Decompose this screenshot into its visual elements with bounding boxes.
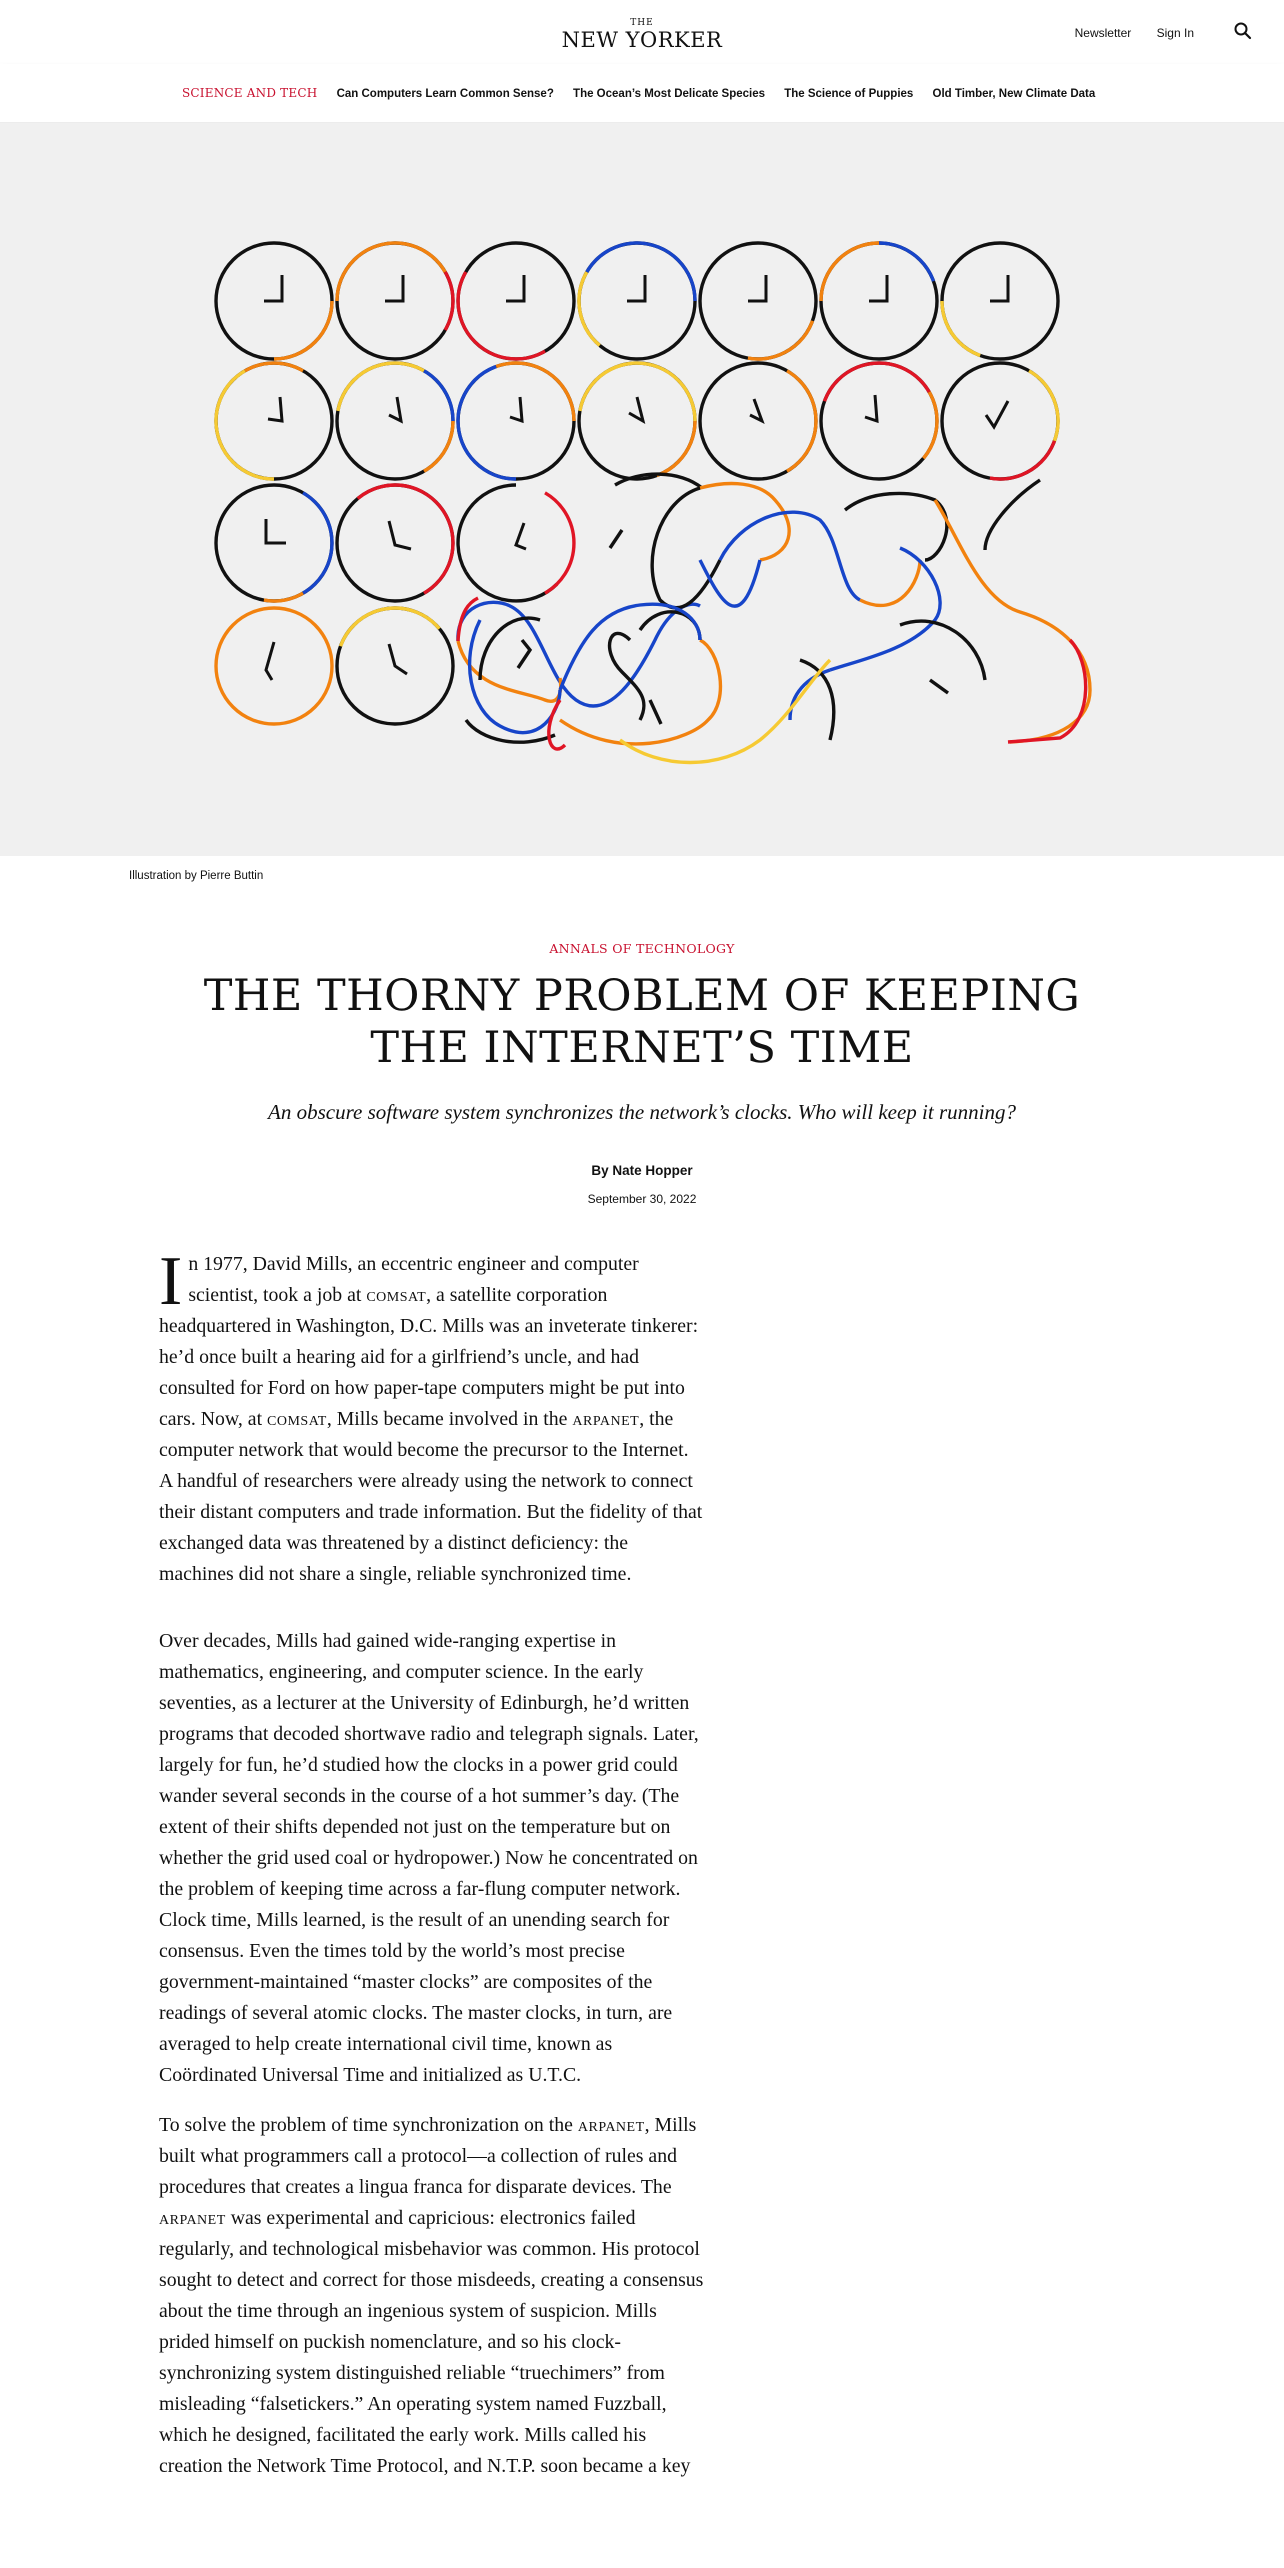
byline	[0, 1163, 1284, 1178]
clock-arc	[458, 367, 516, 480]
publish-date: September 30, 2022	[587, 1192, 697, 1206]
clock-arc	[245, 363, 303, 371]
account-nav	[1053, 26, 1194, 40]
clock-arc	[216, 371, 274, 479]
headline-line-2: THE INTERNET’S TIME	[370, 1023, 914, 1073]
clock-arc	[657, 421, 695, 476]
clock-arc	[748, 321, 813, 359]
section-label[interactable]: SCIENCE AND TECH	[182, 86, 318, 100]
clock-arc	[825, 363, 930, 401]
wave-line	[652, 488, 720, 608]
clock-hands	[748, 275, 766, 301]
clock-arc	[923, 392, 937, 458]
clock-hands	[986, 401, 1008, 427]
wave-line	[860, 560, 920, 605]
drop-cap: I	[159, 1243, 183, 1320]
clock-arc	[458, 485, 516, 572]
wave-line	[560, 604, 700, 690]
wave-line	[1008, 640, 1086, 742]
clock-arc	[358, 485, 424, 499]
clock-arc	[341, 608, 440, 646]
article-body	[159, 1243, 704, 2482]
logo-the: THE	[630, 18, 654, 28]
clock-arc	[466, 572, 557, 601]
clock-arc	[445, 272, 453, 330]
clock-hands	[627, 275, 645, 301]
text-run: n 1977, David Mills, an eccentric engineer and computer scientist, took a job at	[188, 1253, 639, 1306]
section-link[interactable]: The Ocean’s Most Delicate Species	[573, 88, 766, 100]
clock-arc	[990, 441, 1055, 479]
clock-arc	[458, 272, 545, 359]
clock-arc	[496, 363, 574, 421]
clock-hands	[750, 399, 762, 421]
section-link[interactable]: Can Computers Learn Common Sense?	[336, 88, 554, 100]
hero-illustration	[0, 123, 1284, 856]
arpanet-smallcaps: arpanet	[577, 2114, 645, 2136]
wave-line	[930, 680, 948, 693]
clock-hands	[865, 395, 877, 421]
wave-line	[458, 602, 700, 706]
search-icon[interactable]	[1233, 21, 1253, 41]
clock-arc	[424, 371, 453, 421]
text-run: , the computer network that would become the precursor to the Internet. A handful of researchers were already using the network to connect their distant computers and trade information. But the fidelity of that exchanged data was threatened by a distinct deficiency: the machines did not share a single, reliable synchronized time.	[159, 1408, 703, 1585]
wave-line	[518, 640, 530, 668]
wave-line	[900, 621, 985, 680]
clock-arc	[337, 243, 445, 301]
clock-hands	[510, 397, 522, 421]
clock-hands	[389, 644, 407, 674]
clock-hands	[506, 275, 524, 301]
paragraph-1	[159, 1243, 704, 1590]
clock-hands	[389, 397, 401, 421]
section-link[interactable]: The Science of Puppies	[784, 88, 914, 100]
dek: An obscure software system synchronizes the network’s clocks. Who will keep it running?	[268, 1100, 1016, 1124]
text-run: , Mills became involved in the	[326, 1408, 573, 1430]
arpanet-smallcaps: arpanet	[572, 1408, 640, 1430]
illustration-credit: Illustration by Pierre Buttin	[129, 870, 264, 882]
wave-line	[830, 548, 940, 670]
clock-arc	[1029, 371, 1058, 441]
text-run: To solve the problem of time synchronization on the	[159, 2114, 578, 2136]
wave-line	[620, 660, 830, 763]
clock-arc	[424, 493, 453, 593]
wave-line	[845, 493, 947, 560]
clock-hands	[266, 642, 274, 680]
wave-line	[610, 633, 644, 720]
clock-arc	[579, 272, 600, 345]
comsat-smallcaps: comsat	[366, 1284, 427, 1306]
section-nav	[0, 64, 1284, 123]
clocks-illustration	[0, 123, 1284, 856]
clock-arc	[545, 493, 574, 593]
clock-ring	[216, 608, 332, 724]
clock-hands	[990, 275, 1008, 301]
wave-line	[700, 484, 789, 560]
top-bar	[0, 0, 1284, 65]
wave-line	[935, 500, 1090, 742]
wave-line	[985, 480, 1040, 550]
paragraph-3	[159, 2110, 704, 2482]
clock-arc	[587, 243, 695, 301]
clock-hands	[389, 521, 411, 549]
text-run: , a satellite corporation headquartered in Washington, D.C. Mills was an inveterate tinkerer: he’d once built a hearing aid for a girlfriend’s uncle, and had consulted for Ford on how paper-tape computers might be put into cars. Now, at	[159, 1284, 699, 1430]
clock-arc	[580, 363, 695, 421]
text-run: was experimental and capricious: electronics failed regularly, and technological misbehavior was common. His protocol sought to detect and correct for those misdeeds, creating a consensus about the time through an ingenious system of suspicion. Mills prided himself on puckish nomenclature, and so his clock-synchronizing system distinguished reliable “truechimers” from misleading “falsetickers.” An operating system named Fuzzball, which he designed, facilitated the early work. Mills called his creation the Network Time Protocol, and N.T.P. soon became a key	[159, 2207, 704, 2477]
wave-line	[549, 700, 565, 749]
newsletter-link[interactable]: Newsletter	[1074, 26, 1132, 40]
clock-arc	[264, 593, 303, 601]
clock-hands	[264, 275, 282, 301]
headline-line-1: THE THORNY PROBLEM OF KEEPING	[203, 971, 1081, 1021]
clock-arc	[274, 301, 332, 359]
comsat-smallcaps: comsat	[267, 1408, 327, 1430]
text-run: , Mills built what programmers call a protocol—a collection of rules and procedures that creates a lingua franca for disparate devices. The	[159, 2114, 697, 2198]
clock-hands	[869, 275, 887, 301]
sign-in-link[interactable]: Sign In	[1156, 26, 1194, 40]
clock-hands	[266, 519, 286, 543]
clock-arc	[424, 421, 453, 471]
wave-line	[700, 560, 760, 606]
logo-name: NEW YORKER	[561, 28, 723, 52]
clock-hands	[385, 275, 403, 301]
section-link[interactable]: Old Timber, New Climate Data	[932, 88, 1096, 100]
clock-arc	[787, 371, 816, 471]
headline	[192, 970, 1092, 1074]
wave-line	[610, 530, 622, 548]
paragraph-2: Over decades, Mills had gained wide-ranging expertise in mathematics, engineering, and computer science. In the early seventies, as a lecturer at the University of Edinburgh, he’d written programs that decoded shortwave radio and telegraph signals. Later, largely for fun, he’d studied how the clocks in a power grid could wander several seconds in the course of a hot summer’s day. (The extent of their shifts depended not just on the temperature but on whether the grid used coal or hydropower.) Now he concentrated on the problem of keeping time across a far-flung computer network. Clock time, Mills learned, is the result of an unending search for consensus. Even the times told by the world’s most precise government-maintained “master clocks” are composites of the readings of several atomic clocks. The master clocks, in turn, are averaged to help create international civil time, known as Coördinated Universal Time and initialized as U.T.C.	[159, 1630, 699, 2086]
arpanet-smallcaps: arpanet	[159, 2207, 226, 2229]
clock-arc	[821, 243, 879, 301]
rubric[interactable]: ANNALS OF TECHNOLOGY	[549, 941, 735, 956]
clock-arc	[303, 493, 332, 593]
clock-hands	[268, 397, 282, 421]
clock-arc	[942, 301, 980, 356]
clock-arc	[338, 363, 424, 411]
clock-hands	[629, 397, 643, 421]
clock-hands	[516, 523, 526, 549]
author-link[interactable]: By Nate Hopper	[591, 1163, 693, 1178]
wave-line	[650, 700, 661, 724]
